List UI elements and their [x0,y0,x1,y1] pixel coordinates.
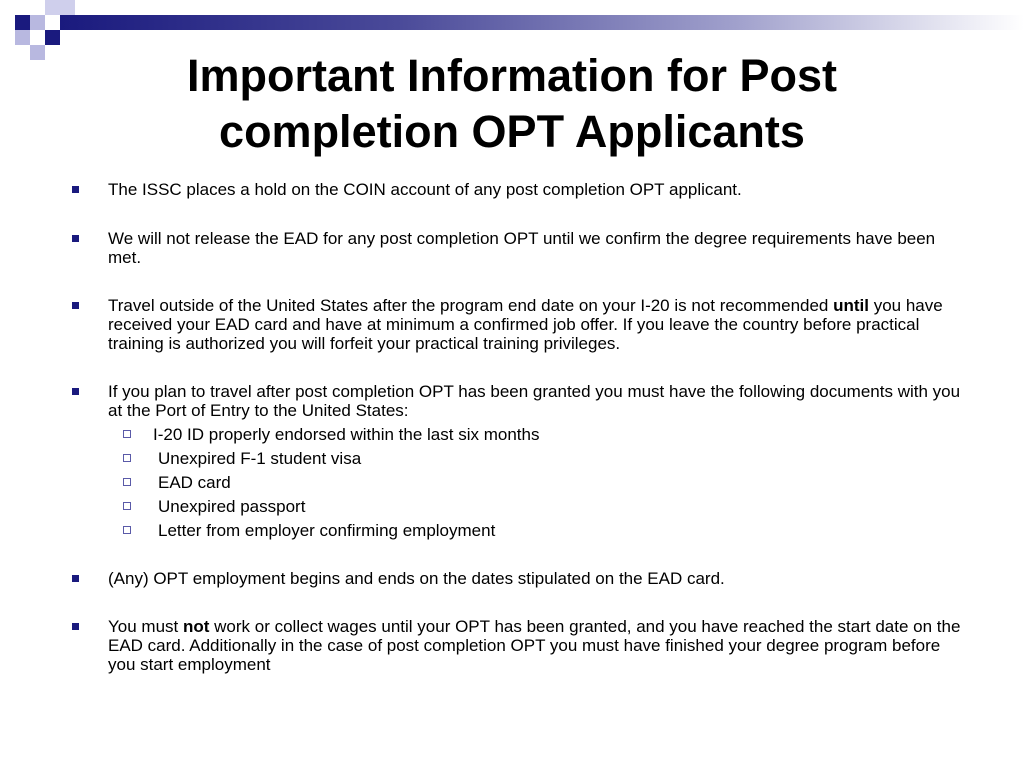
title-line: Important Information for Post [187,50,837,101]
sub-item [0,473,1024,492]
bullet-text: The ISSC places a hold on the COIN account of any post completion OPT applicant. [108,180,742,199]
sub-item-text: EAD card [158,473,231,492]
bullet-list [0,180,1024,674]
hollow-square-bullet-icon [123,526,131,534]
sub-item-text: Letter from employer confirming employment [158,521,496,540]
emphasis-text: until [833,296,869,315]
square-bullet-icon [72,575,79,582]
decor-square [45,0,60,15]
square-bullet-icon [72,623,79,630]
bullet-text: (Any) OPT employment begins and ends on the dates stipulated on the EAD card. [108,569,725,588]
bullet-item [0,296,1024,353]
document-sublist [0,425,1024,540]
bullet-item [0,229,1024,267]
sub-item-text: Unexpired passport [158,497,306,516]
sub-item [0,521,1024,540]
square-bullet-icon [72,302,79,309]
bullet-item [0,180,1024,199]
bullet-item [0,382,1024,420]
bullet-text: We will not release the EAD for any post completion OPT until we confirm the degree requirements have been met. [108,229,936,267]
slide-title [40,48,984,160]
decor-square [30,15,45,30]
text-run: Travel outside of the United States after the program end date on your I-20 is not recommended [108,296,834,315]
hollow-square-bullet-icon [123,478,131,486]
decor-square [45,30,60,45]
bullet-item [0,569,1024,588]
header-gradient-bar [60,15,1024,30]
hollow-square-bullet-icon [123,454,131,462]
sub-item-text: I-20 ID properly endorsed within the last six months [153,425,540,444]
bullet-text [108,617,960,674]
sub-item [0,449,1024,468]
text-run: You must [108,617,183,636]
decor-square [60,0,75,15]
bullet-text [108,296,943,353]
sub-item [0,425,1024,444]
emphasis-text: not [182,617,210,636]
hollow-square-bullet-icon [123,502,131,510]
bullet-item [0,617,1024,674]
square-bullet-icon [72,388,79,395]
decor-square [15,15,30,30]
title-line: completion OPT Applicants [219,106,805,157]
hollow-square-bullet-icon [123,430,131,438]
decor-square [15,30,30,45]
bullet-text: If you plan to travel after post completion OPT has been granted you must have the following documents with you at the Port of Entry to the United States: [108,382,961,420]
square-bullet-icon [72,186,79,193]
square-bullet-icon [72,235,79,242]
sub-item [0,497,1024,516]
sub-item-text: Unexpired F-1 student visa [158,449,362,468]
text-run: you have received your EAD card and have at minimum a confirmed job offer. If you leave the country before practical training is authorized you will forfeit your practical training privileges. [108,296,943,353]
text-run: work or collect wages until your OPT has been granted, and you have reached the start date on the EAD card. Additionally in the case of post completion OPT you must have finished your degree program before you start employment [108,617,961,674]
